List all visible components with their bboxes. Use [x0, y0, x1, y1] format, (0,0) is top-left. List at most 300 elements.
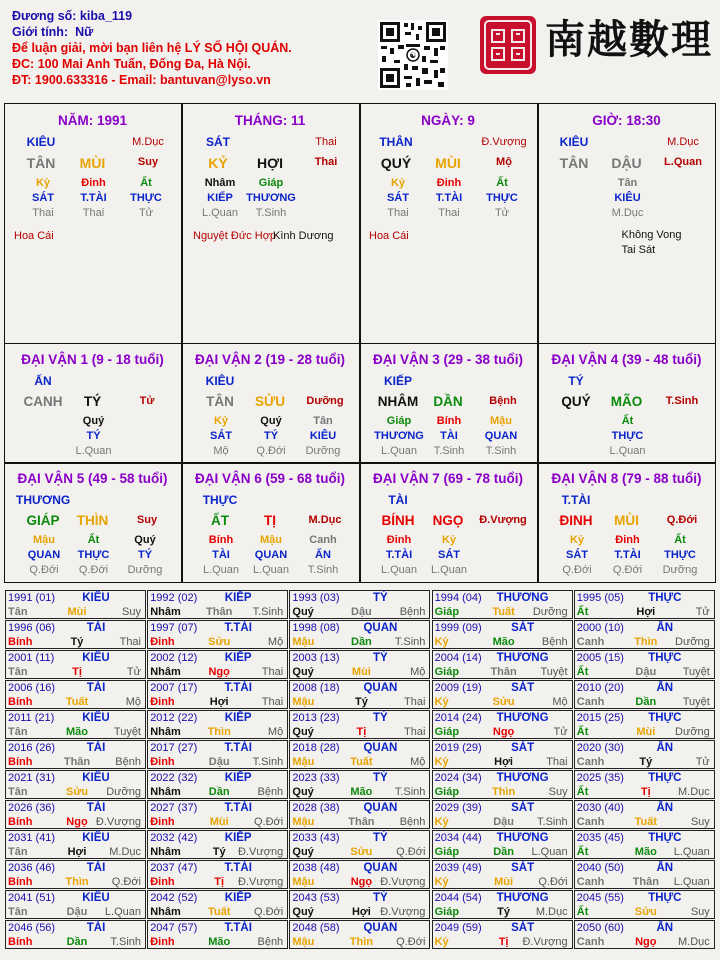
year-status: Thai — [403, 726, 426, 738]
year-cell[interactable] — [574, 920, 715, 949]
year-status: Q.Đới — [396, 936, 426, 948]
year-cell[interactable] — [147, 860, 288, 889]
dai-van-cell — [4, 343, 181, 462]
year-cell[interactable] — [574, 890, 715, 919]
pillar-star: Tai Sát — [621, 244, 656, 256]
dai-van-hidden-2: Dưỡng — [305, 445, 341, 457]
year-label: 2012 (22) — [150, 712, 198, 724]
year-cell[interactable] — [289, 830, 430, 859]
year-cell[interactable] — [289, 590, 430, 619]
year-chi: Thân — [348, 816, 375, 828]
year-label: 2008 (18) — [292, 682, 340, 694]
year-thap-than: TÝ — [373, 892, 388, 904]
year-cell[interactable] — [289, 680, 430, 709]
year-label: 2045 (55) — [576, 892, 624, 904]
year-label: 2049 (59) — [434, 922, 482, 934]
year-chi: Dần — [66, 936, 88, 948]
year-label: 2031 (41) — [8, 832, 56, 844]
dai-van-hidden-1: THỰC — [77, 549, 110, 561]
year-status: M.Dục — [678, 936, 710, 948]
year-cell[interactable] — [432, 620, 573, 649]
dai-van-title: ĐẠI VẬN 1 (9 - 18 tuổi) — [21, 352, 164, 367]
year-thap-than: ẤN — [656, 622, 674, 634]
year-thap-than: QUAN — [363, 922, 398, 934]
year-thap-than: QUAN — [363, 742, 398, 754]
year-chi: Tị — [640, 786, 651, 798]
year-cell[interactable] — [147, 650, 288, 679]
dai-van-hidden-0: Bính — [208, 534, 234, 546]
year-status: Tử — [126, 666, 141, 678]
year-can: Đinh — [150, 816, 175, 828]
year-cell[interactable] — [432, 920, 573, 949]
year-label: 2013 (23) — [292, 712, 340, 724]
year-cell[interactable] — [5, 770, 146, 799]
dai-van-can: CANH — [23, 394, 63, 409]
year-status: Mộ — [552, 696, 568, 708]
year-status: M.Dục — [109, 846, 141, 858]
year-chi: Tuất — [492, 606, 515, 618]
year-cell[interactable] — [432, 710, 573, 739]
dai-van-hidden-0: Ất — [621, 415, 634, 427]
year-status: Q.Đới — [111, 876, 141, 888]
dai-van-chi: TỊ — [264, 513, 276, 528]
dai-van-hidden-1: THƯƠNG — [374, 430, 424, 442]
year-chi: Dậu — [493, 816, 514, 828]
year-chi: Tý — [639, 756, 653, 768]
pillar-top-left: THÂN — [379, 135, 413, 149]
year-cell[interactable] — [432, 830, 573, 859]
year-status: L.Quan — [673, 876, 710, 888]
year-can: Canh — [576, 756, 605, 768]
year-cell[interactable] — [5, 680, 146, 709]
year-label: 2025 (35) — [576, 772, 624, 784]
pillar-hidden-2: Tử — [138, 207, 154, 219]
year-label: 2027 (37) — [150, 802, 198, 814]
year-label: 2043 (53) — [292, 892, 340, 904]
year-cell[interactable] — [574, 710, 715, 739]
pillar-hidden-0: Ất — [140, 177, 152, 189]
dai-van-hidden-2: Mộ — [213, 445, 229, 457]
year-cell[interactable] — [432, 890, 573, 919]
year-cell[interactable] — [5, 650, 146, 679]
year-thap-than: KIÊU — [82, 592, 110, 604]
dai-van-hidden-2: Q.Đới — [612, 564, 643, 576]
pillar-top-left: SÁT — [206, 135, 230, 149]
year-chi: Mùi — [636, 726, 656, 738]
year-label: 1992 (02) — [150, 592, 198, 604]
year-label: 2023 (33) — [292, 772, 340, 784]
year-status: Đ.Vượng — [238, 876, 284, 888]
year-cell[interactable] — [289, 650, 430, 679]
dai-van-hidden-2: L.Quan — [252, 564, 290, 576]
pillar-column — [359, 103, 537, 343]
year-can: Mậu — [292, 636, 315, 648]
year-label: 2017 (27) — [150, 742, 198, 754]
dai-van-thap-than: KIẾP — [383, 374, 412, 388]
year-status: L.Quan — [673, 846, 710, 858]
year-can: Giáp — [434, 786, 460, 798]
year-status: Mộ — [267, 726, 284, 738]
year-status: T.Sinh — [394, 636, 426, 648]
year-chi: Hợi — [67, 846, 87, 858]
dai-van-hidden-1: KIÊU — [309, 430, 337, 442]
year-thap-than: ẤN — [656, 922, 674, 934]
year-can: Quý — [292, 786, 314, 798]
year-status: L.Quan — [531, 846, 568, 858]
dai-van-hidden-1: SÁT — [210, 430, 232, 442]
pillar-hidden-0: Kỷ — [390, 177, 406, 189]
pillar-chi: DẬU — [611, 155, 642, 171]
year-chi: Sửu — [634, 906, 657, 918]
year-cell[interactable] — [574, 680, 715, 709]
year-thap-than: TÝ — [373, 592, 388, 604]
year-label: 2047 (57) — [150, 922, 198, 934]
year-can: Bính — [8, 636, 33, 648]
year-chi: Dậu — [351, 606, 372, 618]
year-status: Suy — [690, 816, 710, 828]
year-cell[interactable] — [147, 800, 288, 829]
year-status: Tử — [553, 726, 568, 738]
year-thap-than: THỰC — [648, 652, 682, 664]
year-cell[interactable] — [574, 770, 715, 799]
year-thap-than: SÁT — [511, 802, 535, 814]
year-can: Ất — [576, 906, 589, 918]
year-cell[interactable] — [5, 920, 146, 949]
year-cell[interactable] — [289, 800, 430, 829]
year-cell[interactable] — [147, 770, 288, 799]
year-cell[interactable] — [5, 620, 146, 649]
year-chi: Sửu — [492, 696, 515, 708]
dai-van-hidden-1: QUAN — [484, 430, 518, 442]
year-cell[interactable] — [432, 770, 573, 799]
year-can: Tân — [8, 906, 28, 918]
year-thap-than: KIẾP — [224, 892, 252, 904]
year-can: Nhâm — [150, 846, 181, 858]
dai-van-hidden-2: L.Quan — [202, 564, 240, 576]
year-label: 2005 (15) — [576, 652, 624, 664]
year-label: 2030 (40) — [576, 802, 624, 814]
pillar-chi-status: Mộ — [496, 156, 512, 168]
year-can: Đinh — [150, 756, 175, 768]
year-label: 1995 (05) — [576, 592, 624, 604]
year-cell[interactable] — [574, 800, 715, 829]
year-can: Tân — [8, 786, 28, 798]
dai-van-title: ĐẠI VẬN 6 (59 - 68 tuổi) — [194, 471, 346, 486]
year-label: 2033 (43) — [292, 832, 340, 844]
year-cell[interactable] — [289, 890, 430, 919]
pillar-star: Kình Dương — [273, 230, 334, 242]
year-can: Kỷ — [434, 936, 449, 948]
year-chi: Dần — [635, 696, 657, 708]
year-thap-than: TÀI — [86, 742, 106, 754]
year-cell[interactable] — [289, 620, 430, 649]
year-status: Đ.Vượng — [380, 906, 426, 918]
year-cell[interactable] — [574, 860, 715, 889]
dai-van-thap-than: THỰC — [202, 493, 238, 507]
year-cell[interactable] — [432, 650, 573, 679]
dai-van-hidden-1: THỰC — [664, 549, 696, 561]
year-chi: Thìn — [491, 786, 516, 798]
year-status: Mộ — [125, 696, 141, 708]
year-cell[interactable] — [147, 890, 288, 919]
pillar-hidden-1: SÁT — [32, 192, 54, 204]
year-chi: Thìn — [634, 636, 658, 648]
year-chi: Tị — [498, 936, 509, 948]
year-can: Quý — [292, 666, 314, 678]
year-status: Mộ — [267, 636, 284, 648]
pillar-hidden-0: Giáp — [258, 177, 284, 189]
year-status: Dưỡng — [675, 636, 710, 648]
dai-van-hidden-0: Kỷ — [569, 534, 585, 546]
year-cell[interactable] — [147, 620, 288, 649]
year-thap-than: KIẾP — [224, 832, 252, 844]
year-chi: Thìn — [65, 876, 89, 888]
dai-van-hidden-2: L.Quan — [380, 445, 418, 457]
pillar-title: NGÀY: 9 — [421, 113, 475, 128]
dai-van-hidden-1: ẤN — [315, 549, 331, 561]
dai-van-status: M.Dục — [308, 514, 342, 526]
year-chi: Tý — [212, 846, 226, 858]
year-thap-than: KIÊU — [82, 772, 110, 784]
year-thap-than: THỰC — [648, 712, 682, 724]
dai-van-hidden-0: Mậu — [260, 534, 282, 546]
year-status: Suy — [690, 906, 710, 918]
year-thap-than: QUAN — [363, 802, 398, 814]
svg-text:☯: ☯ — [409, 51, 417, 60]
pillar-hidden-0: Nhâm — [204, 177, 236, 189]
pillar-hidden-0: Tân — [617, 177, 638, 189]
year-chi: Ngọ — [350, 876, 373, 888]
pillar-star: Hoa Cái — [14, 230, 54, 242]
year-chi: Dậu — [635, 666, 657, 678]
year-status: Tử — [695, 756, 710, 768]
dai-van-hidden-1: TÀI — [440, 430, 458, 442]
year-cell[interactable] — [5, 890, 146, 919]
pillar-hidden-1: THỰC — [130, 192, 162, 204]
year-status: Suy — [548, 786, 568, 798]
year-status: Dưỡng — [532, 606, 568, 618]
year-label: 2001 (11) — [8, 652, 55, 664]
year-cell[interactable] — [432, 860, 573, 889]
year-cell[interactable] — [574, 740, 715, 769]
year-chi: Thân — [490, 666, 517, 678]
year-cell[interactable] — [5, 860, 146, 889]
pillar-star: Hoa Cái — [369, 230, 409, 242]
pillar-can: KỶ — [208, 155, 228, 171]
year-can: Kỷ — [434, 696, 449, 708]
dai-van-cell — [181, 462, 359, 581]
dai-van-title: ĐẠI VẬN 2 (19 - 28 tuổi) — [194, 352, 346, 367]
year-chi: Thìn — [349, 936, 373, 948]
dai-van-chi: TÝ — [83, 394, 102, 409]
pillar-can: TÂN — [559, 155, 589, 171]
year-cell[interactable] — [574, 650, 715, 679]
dai-van-hidden-2: L.Quan — [380, 564, 418, 576]
dai-van-hidden-0: Ất — [674, 534, 686, 546]
year-label: 2048 (58) — [292, 922, 340, 934]
dai-van-can: GIÁP — [26, 513, 60, 528]
year-status: Đ.Vượng — [95, 816, 141, 828]
year-chi: Sửu — [350, 846, 373, 858]
year-label: 2000 (10) — [576, 622, 624, 634]
year-can: Đinh — [150, 936, 175, 948]
year-chi: Mùi — [209, 816, 229, 828]
year-cell[interactable] — [432, 590, 573, 619]
dai-van-hidden-1: SÁT — [438, 549, 460, 561]
year-chi: Hợi — [351, 906, 371, 918]
year-cell[interactable] — [147, 680, 288, 709]
year-cell[interactable] — [574, 620, 715, 649]
year-label: 2002 (12) — [150, 652, 198, 664]
year-chi: Dần — [208, 786, 230, 798]
year-label: 1991 (01) — [8, 592, 56, 604]
dai-van-title: ĐẠI VẬN 8 (79 - 88 tuổi) — [551, 471, 702, 486]
year-can: Canh — [576, 636, 605, 648]
dai-van-hidden-2: Q.Đới — [562, 564, 592, 576]
year-can: Tân — [8, 846, 28, 858]
year-chi: Mão — [66, 726, 88, 738]
year-status: Q.Đới — [253, 906, 284, 918]
year-chi: Dậu — [66, 906, 88, 918]
dai-van-hidden-1: TÝ — [137, 549, 153, 561]
year-label: 2021 (31) — [8, 772, 56, 784]
year-chi: Hợi — [209, 696, 229, 708]
dai-van-hidden-2: Dưỡng — [662, 564, 698, 576]
gender-label: Giới tính: — [12, 25, 69, 39]
year-status: Dưỡng — [675, 726, 710, 738]
year-thap-than: KIÊU — [82, 712, 110, 724]
year-cell[interactable] — [289, 740, 430, 769]
pillar-can: TÂN — [26, 155, 56, 171]
year-cell[interactable] — [289, 770, 430, 799]
year-status: Bệnh — [399, 606, 426, 618]
year-label: 2003 (13) — [292, 652, 340, 664]
year-thap-than: THƯƠNG — [496, 772, 549, 784]
year-thap-than: TÀI — [86, 682, 106, 694]
year-can: Quý — [292, 906, 314, 918]
year-label: 2042 (52) — [150, 892, 198, 904]
year-thap-than: T.TÀI — [224, 862, 252, 874]
year-can: Bính — [8, 876, 33, 888]
year-thap-than: ẤN — [656, 862, 674, 874]
qr-code-icon[interactable] — [378, 20, 448, 90]
year-label: 2011 (21) — [8, 712, 55, 724]
year-thap-than: TÀI — [86, 922, 106, 934]
year-status: Mộ — [410, 756, 426, 768]
year-label: 2006 (16) — [8, 682, 56, 694]
year-status: Thai — [261, 666, 284, 678]
year-cell[interactable] — [432, 800, 573, 829]
dai-van-status: Q.Đới — [666, 514, 698, 526]
dai-van-hidden-0: Kỷ — [213, 415, 229, 427]
year-thap-than: TÝ — [373, 712, 388, 724]
year-can: Đinh — [150, 876, 175, 888]
year-chi: Tuất — [207, 906, 231, 918]
year-status: T.Sinh — [252, 606, 284, 618]
year-cell[interactable] — [289, 710, 430, 739]
year-cell[interactable] — [147, 590, 288, 619]
year-cell[interactable] — [289, 920, 430, 949]
year-cell[interactable] — [432, 680, 573, 709]
year-chi: Mão — [350, 786, 373, 798]
dai-van-hidden-0: Canh — [309, 534, 337, 546]
contact-phone-email: ĐT: 1900.633316 - Email: bantuvan@lyso.vn — [12, 73, 271, 87]
year-chi: Ngọ — [492, 726, 515, 738]
seal-stamp-icon — [478, 14, 538, 76]
gender-line — [12, 24, 342, 40]
pillar-hidden-2: Tử — [494, 207, 510, 219]
year-status: Tuyệt — [682, 696, 710, 708]
dai-van-thap-than: KIÊU — [205, 374, 235, 388]
year-cell[interactable] — [289, 860, 430, 889]
year-cell[interactable] — [574, 590, 715, 619]
year-thap-than: KIẾP — [224, 592, 252, 604]
year-cell[interactable] — [5, 590, 146, 619]
pillar-hidden-1: T.TÀI — [80, 192, 107, 204]
year-cell[interactable] — [147, 710, 288, 739]
year-thap-than: THỰC — [648, 772, 682, 784]
year-cell[interactable] — [574, 830, 715, 859]
subject-name: Đương số: kiba_119 — [12, 9, 133, 23]
year-status: Q.Đới — [538, 876, 568, 888]
dai-van-hidden-2: T.Sinh — [433, 445, 465, 457]
year-label: 2009 (19) — [434, 682, 482, 694]
dai-van-thap-than: THƯƠNG — [16, 493, 71, 507]
pillar-column — [181, 103, 359, 343]
year-cell[interactable] — [5, 710, 146, 739]
year-cell[interactable] — [432, 740, 573, 769]
year-thap-than: SÁT — [511, 742, 535, 754]
year-thap-than: ẤN — [656, 682, 674, 694]
year-chi: Mão — [634, 846, 657, 858]
pillar-hidden-2: T.Sinh — [255, 207, 287, 219]
dai-van-hidden-2: L.Quan — [609, 445, 646, 457]
year-label: 2018 (28) — [292, 742, 340, 754]
year-thap-than: SÁT — [511, 922, 535, 934]
year-status: Bệnh — [115, 756, 141, 768]
year-thap-than: TÝ — [373, 772, 388, 784]
year-label: 2019 (29) — [434, 742, 482, 754]
year-chi: Dần — [351, 636, 372, 648]
year-cell[interactable] — [5, 830, 146, 859]
year-cell[interactable] — [5, 740, 146, 769]
dai-van-cell — [181, 343, 359, 462]
dai-van-thap-than: T.TÀI — [561, 493, 591, 507]
year-cell[interactable] — [147, 920, 288, 949]
year-status: T.Sinh — [110, 936, 141, 948]
year-label: 1994 (04) — [434, 592, 482, 604]
dai-van-thap-than: ẤN — [34, 374, 52, 388]
dai-van-hidden-1: TÝ — [263, 430, 279, 442]
year-can: Giáp — [434, 666, 460, 678]
year-label: 2046 (56) — [8, 922, 56, 934]
year-chi: Hợi — [636, 606, 656, 618]
year-cell[interactable] — [5, 800, 146, 829]
dai-van-hidden-2: L.Quan — [75, 445, 112, 457]
pillar-hidden-1: SÁT — [387, 192, 409, 204]
year-status: Tuyệt — [540, 666, 568, 678]
pillar-chi-status: Suy — [137, 156, 159, 168]
year-label: 1996 (06) — [8, 622, 56, 634]
dai-van-can: BÍNH — [381, 513, 415, 528]
year-cell[interactable] — [147, 740, 288, 769]
year-chi: Mùi — [67, 606, 87, 618]
year-cell[interactable] — [147, 830, 288, 859]
year-can: Ất — [576, 786, 589, 798]
year-thap-than: T.TÀI — [224, 682, 252, 694]
year-status: Đ.Vượng — [380, 876, 426, 888]
pillar-hidden-2: L.Quan — [201, 207, 239, 219]
